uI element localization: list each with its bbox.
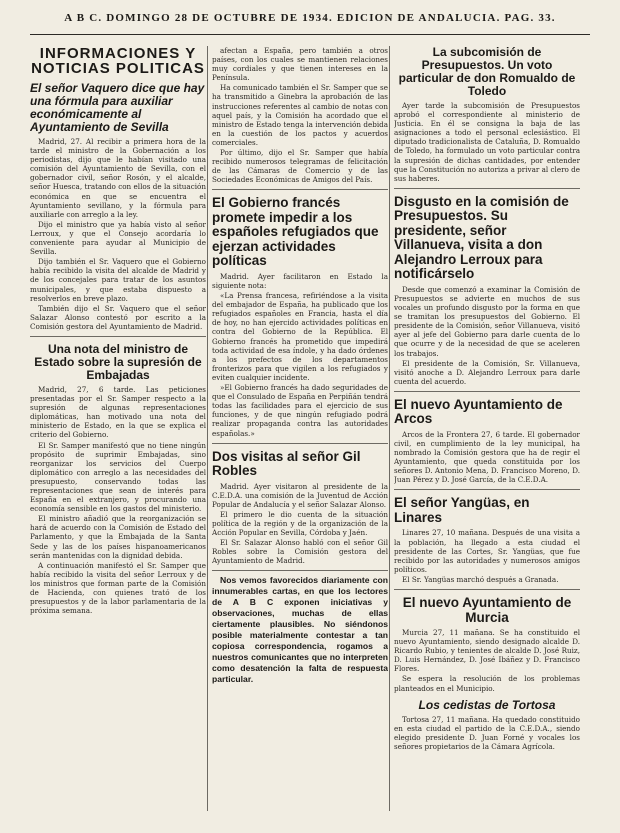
paragraph: A continuación manifestó el Sr. Samper que había recibido la visita del señor Lerroux y de los ministros que forman parte de la Comisión de Hacienda, con quienes trató de los presupuestos y de la labor parlamentaria de la próxima semana. bbox=[30, 560, 206, 616]
article-separator bbox=[212, 443, 388, 444]
readers-notice: Nos vemos favorecidos diariamente con innumerables cartas, en que los lectores de A B C exponen iniciativas y observaciones, muchas de ellas ciertamente plausibles. No siéndonos posible materialmente contestar a tan copiosa correspondencia, rogamos a nuestros comunicantes que no interpreten como desatención la falta de respuesta particular. bbox=[212, 575, 388, 685]
page-header bbox=[0, 0, 620, 30]
header-text: A B C. DOMINGO 28 DE OCTUBRE DE 1934. EDICION DE ANDALUCIA. PAG. 33. bbox=[64, 12, 556, 24]
headline: Los cedistas de Tortosa bbox=[418, 697, 556, 712]
paragraph: El primero le dio cuenta de la situación política de la región y de la organización de la Acción Popular en Sevilla, Córdoba y Jaén. bbox=[212, 509, 388, 538]
column-1 bbox=[30, 46, 206, 811]
headline: La subcomisión de Presupuestos. Un voto particular de don Romualdo de Toledo bbox=[398, 46, 576, 98]
paragraph: «La Prensa francesa, refiriéndose a la visita del embajador de España, ha publicado que los refugiados españoles en Francia, hasta el día de hoy, no han ejercido actividades políticas en contra del Gobierno de la República. El Gobierno francés ha prometido que impedirá toda actividad de esa índole, y ha dado órdenes a los prefectos de los departamentos fronterizos para que vigilen a los refugiados y eviten cualquier incidente. bbox=[212, 291, 388, 382]
header-rule bbox=[30, 34, 590, 35]
headline: El señor Yangüas, en Linares bbox=[394, 495, 530, 525]
paragraph: Se espera la resolución de los problemas planteados en el Municipio. bbox=[394, 674, 580, 693]
paragraph: Ha comunicado también el Sr. Samper que se ha transmitido a Ginebra la aprobación de las instrucciones referentes al cambio de notas con aquel país, y la Comisión ha acordado que el ministro de Estado tenga la intervención debida en la cuestión de los pactos y acuerdos comerciales. bbox=[212, 83, 388, 147]
paragraph: Tortosa 27, 11 mañana. Ha quedado constituido en esta ciudad el partido de la C.E.D.A., siendo elegido presidente D. Juan Forné y vocales los señores propietarios de la Cámara Agrícola. bbox=[394, 714, 580, 751]
article-separator bbox=[212, 570, 388, 571]
article-separator bbox=[394, 391, 580, 392]
headline: Dos visitas al señor Gil Robles bbox=[212, 448, 361, 479]
headline: El Gobierno francés promete impedir a los españoles refugiados que ejerzan actividades políticas bbox=[212, 195, 379, 269]
paragraph: Madrid, 27, 6 tarde. Las peticiones presentadas por el Sr. Samper respecto a la supresión de algunas representaciones diplomáticas, han motivado una nota del ministerio de Estado, en la que se explica el criterio del Gobierno. bbox=[30, 384, 206, 440]
paragraph: Arcos de la Frontera 27, 6 tarde. El gobernador civil, en cumplimiento de la ley municipal, ha nombrado la Comisión gestora que ha de regir el Ayuntamiento, que queda constituida por los señores D. Antonio Mena, D. Francisco Moreno, D. Juan Pérez y D. José García, de la C.E.D.A. bbox=[394, 429, 580, 485]
section-title: INFORMACIONES Y NOTICIAS POLITICAS bbox=[31, 46, 205, 77]
article-separator bbox=[212, 189, 388, 190]
paragraph: Linares 27, 10 mañana. Después de una visita a la población, ha llegado a esta ciudad el presidente de las Cortes, Sr. Yangüas, que fue recibido por las autoridades y numerosos amigos políticos. bbox=[394, 528, 580, 574]
paragraph: Dijo también el Sr. Vaquero que el Gobierno había recibido la visita del alcalde de Madrid y de los concejales para tratar de los asuntos municipales, y que estaba dispuesto a resolverlos en breve plazo. bbox=[30, 257, 206, 303]
article-separator bbox=[394, 589, 580, 590]
column-2 bbox=[212, 46, 388, 811]
paragraph: El Sr. Samper manifestó que no tiene ningún propósito de suprimir Embajadas, sino reorganizar los servicios del Cuerpo diplomático con arreglo a las necesidades del presupuesto, conservando todas las representaciones que sean de interés para España en el extranjero, y procurando una economía sensible en los gastos del ministerio. bbox=[30, 440, 206, 514]
column-divider bbox=[207, 46, 208, 811]
paragraph: »El Gobierno francés ha dado seguridades de que el Consulado de España en Perpiñán tendrá todas las facilidades para el ejercicio de sus funciones, y de que ningún refugiado podrá realizar propaganda contra las autoridades españolas.» bbox=[212, 383, 388, 438]
headline: Disgusto en la comisión de Presupuestos. Su presidente, señor Villanueva, visita a don Alejandro Lerroux para notificárselo bbox=[394, 193, 569, 282]
paragraph: Dijo el ministro que ya había visto al señor Lerroux, y que el Consejo acordaría lo conveniente para ayudar al Municipio de Sevilla. bbox=[30, 219, 206, 257]
paragraph: Madrid. Ayer visitaron al presidente de la C.E.D.A. una comisión de la Juventud de Acción Popular de Andalucía y el señor Salazar Alonso. bbox=[212, 481, 388, 509]
paragraph: El Sr. Salazar Alonso habló con el señor Gil Robles sobre la Comisión gestora del Ayuntamiento de Madrid. bbox=[212, 538, 388, 566]
column-3 bbox=[394, 46, 580, 811]
paragraph: Madrid, 27. Al recibir a primera hora de la tarde el ministro de la Gobernación a los periodistas, dijo que le habían visitado una comisión del Ayuntamiento de Sevilla, con el gobernador civil, señor Rosón, y el alcalde, señor Huesca, tratando con ellos de la situación económica en que se encuentra el Ayuntamiento sevillano, y la fórmula para auxiliarle con arreglo a la ley. bbox=[30, 137, 206, 219]
paragraph: Desde que comenzó a examinar la Comisión de Presupuestos se advierte en muchos de sus vocales un profundo disgusto por la forma en que se tramitan los presupuestos del Gobierno. El presidente de la Comisión, señor Villanueva, visitó ayer al jefe del Gobierno para darle cuenta de lo que ocurre y de la necesidad de que se aceleren los trabajos. bbox=[394, 284, 580, 358]
paragraph: El presidente de la Comisión, Sr. Villanueva, visitó anoche a D. Alejandro Lerroux para darle cuenta del acuerdo. bbox=[394, 358, 580, 386]
paragraph: Murcia 27, 11 mañana. Se ha constituido el nuevo Ayuntamiento, siendo designado alcalde D. Ricardo Rubio, y tenientes de alcalde D. José Ruiz, D. Luis Hernández, D. José Ibáñez y D. Francisco Flores. bbox=[394, 628, 580, 674]
article-separator bbox=[394, 489, 580, 490]
article-separator bbox=[30, 336, 206, 337]
paragraph: El ministro añadió que la reorganización se hará de acuerdo con la Comisión de Estado del Parlamento, y que la Embajada de la Santa Sede y las de los países hispanoamericanos serán mantenidas con la dignidad debida. bbox=[30, 514, 206, 560]
paragraph: afectan a España, pero también a otros países, con los cuales se mantienen relaciones muy cordiales y que tienen intereses en la Península. bbox=[212, 46, 388, 83]
paragraph: Ayer tarde la subcomisión de Presupuestos aprobó el correspondiente al ministerio de Justicia. En él se consigna la baja de las asignaciones a todo el personal eclesiástico. El diputado tradicionalista de Cataluña, D. Romualdo de Toledo, ha formulado un voto particular contra la supresión de dichas cantidades, por entender que la Constitución no autoriza a privar al clero de sus haberes. bbox=[394, 101, 580, 183]
headline: El señor Vaquero dice que hay una fórmula para auxiliar económicamente al Ayuntamiento de Sevilla bbox=[30, 81, 205, 134]
paragraph: También dijo el Sr. Vaquero que el señor Salazar Alonso contestó por escrito a la Comisión gestora del Ayuntamiento de Madrid. bbox=[30, 303, 206, 331]
paragraph: Madrid. Ayer facilitaron en Estado la siguiente nota: bbox=[212, 271, 388, 290]
article-separator bbox=[394, 188, 580, 189]
headline: El nuevo Ayuntamiento de Murcia bbox=[402, 595, 572, 625]
paragraph: El Sr. Yangüas marchó después a Granada. bbox=[402, 574, 559, 584]
column-divider bbox=[389, 46, 390, 811]
headline: El nuevo Ayuntamiento de Arcos bbox=[394, 396, 563, 427]
headline: Una nota del ministro de Estado sobre la supresión de Embajadas bbox=[34, 341, 202, 382]
paragraph: Por último, dijo el Sr. Samper que había recibido numerosos telegramas de felicitación de las Cámaras de Comercio y de las Sociedades Económicas de Amigos del País. bbox=[212, 148, 388, 185]
